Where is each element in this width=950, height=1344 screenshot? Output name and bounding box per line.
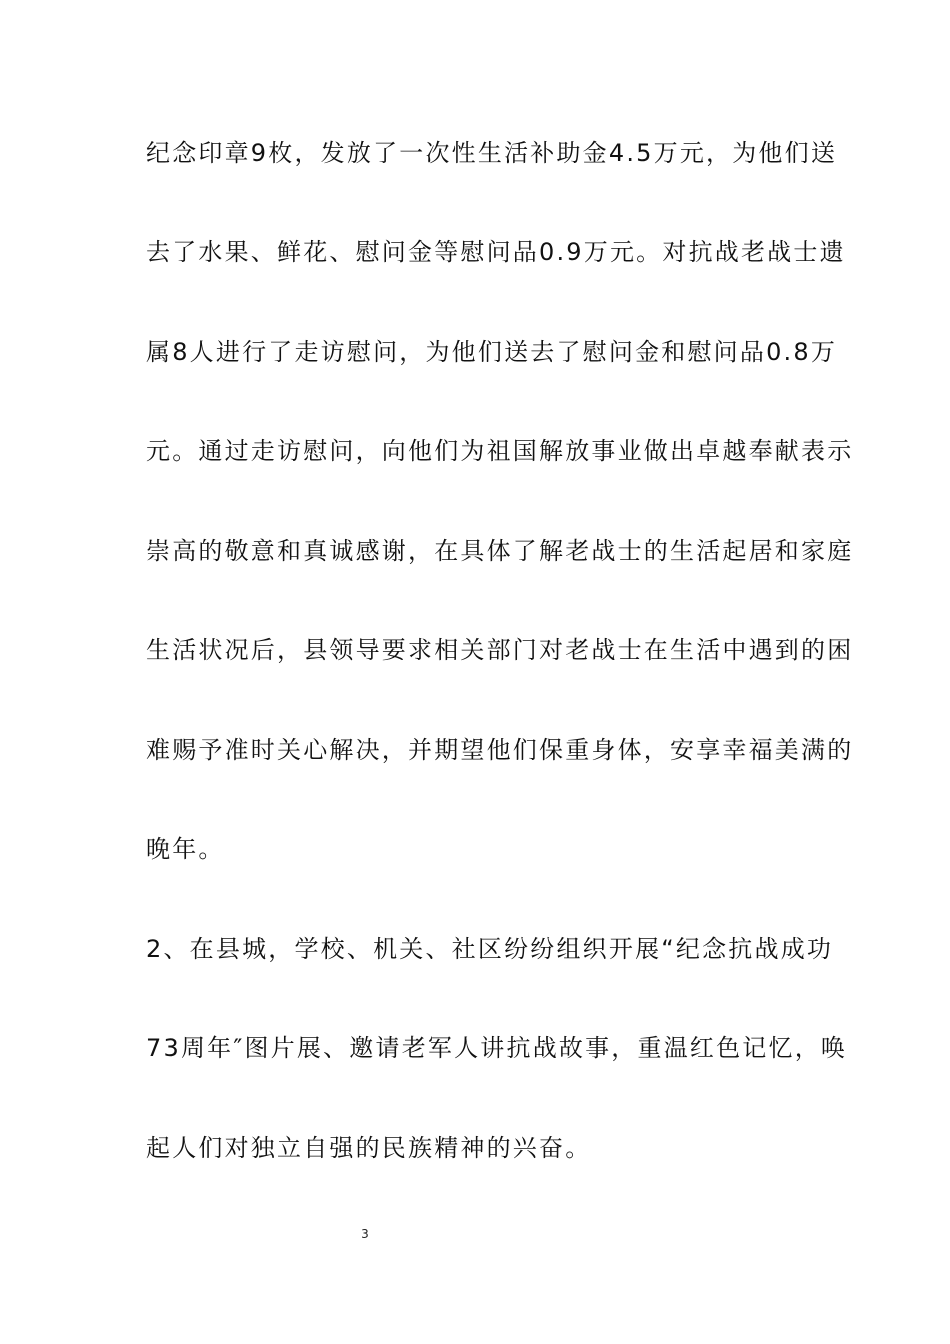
text-line-8: 晚年。 [146, 835, 225, 863]
text-line-7: 难赐予准时关心解决，并期望他们保重身体，安享幸福美满的 [146, 736, 854, 764]
text-line-1: 纪念印章9枚，发放了一次性生活补助金4.5万元，为他们送 [146, 139, 838, 167]
text-line-11: 起人们对独立自强的民族精神的兴奋。 [146, 1134, 592, 1162]
text-line-6: 生活状况后，县领导要求相关部门对老战士在生活中遇到的困 [146, 636, 854, 664]
text-line-10: 73周年″图片展、邀请老军人讲抗战故事，重温红色记忆，唤 [146, 1034, 848, 1062]
page-number: 3 [361, 1227, 369, 1241]
text-line-4: 元。通过走访慰问，向他们为祖国解放事业做出卓越奉献表示 [146, 437, 854, 465]
text-line-3: 属8人进行了走访慰问，为他们送去了慰问金和慰问品0.8万 [146, 338, 838, 366]
text-line-5: 崇高的敬意和真诚感谢，在具体了解老战士的生活起居和家庭 [146, 537, 854, 565]
text-line-2: 去了水果、鲜花、慰问金等慰问品0.9万元。对抗战老战士遗 [146, 238, 846, 266]
text-line-9: 2、在县城，学校、机关、社区纷纷组织开展“纪念抗战成功 [146, 935, 834, 963]
